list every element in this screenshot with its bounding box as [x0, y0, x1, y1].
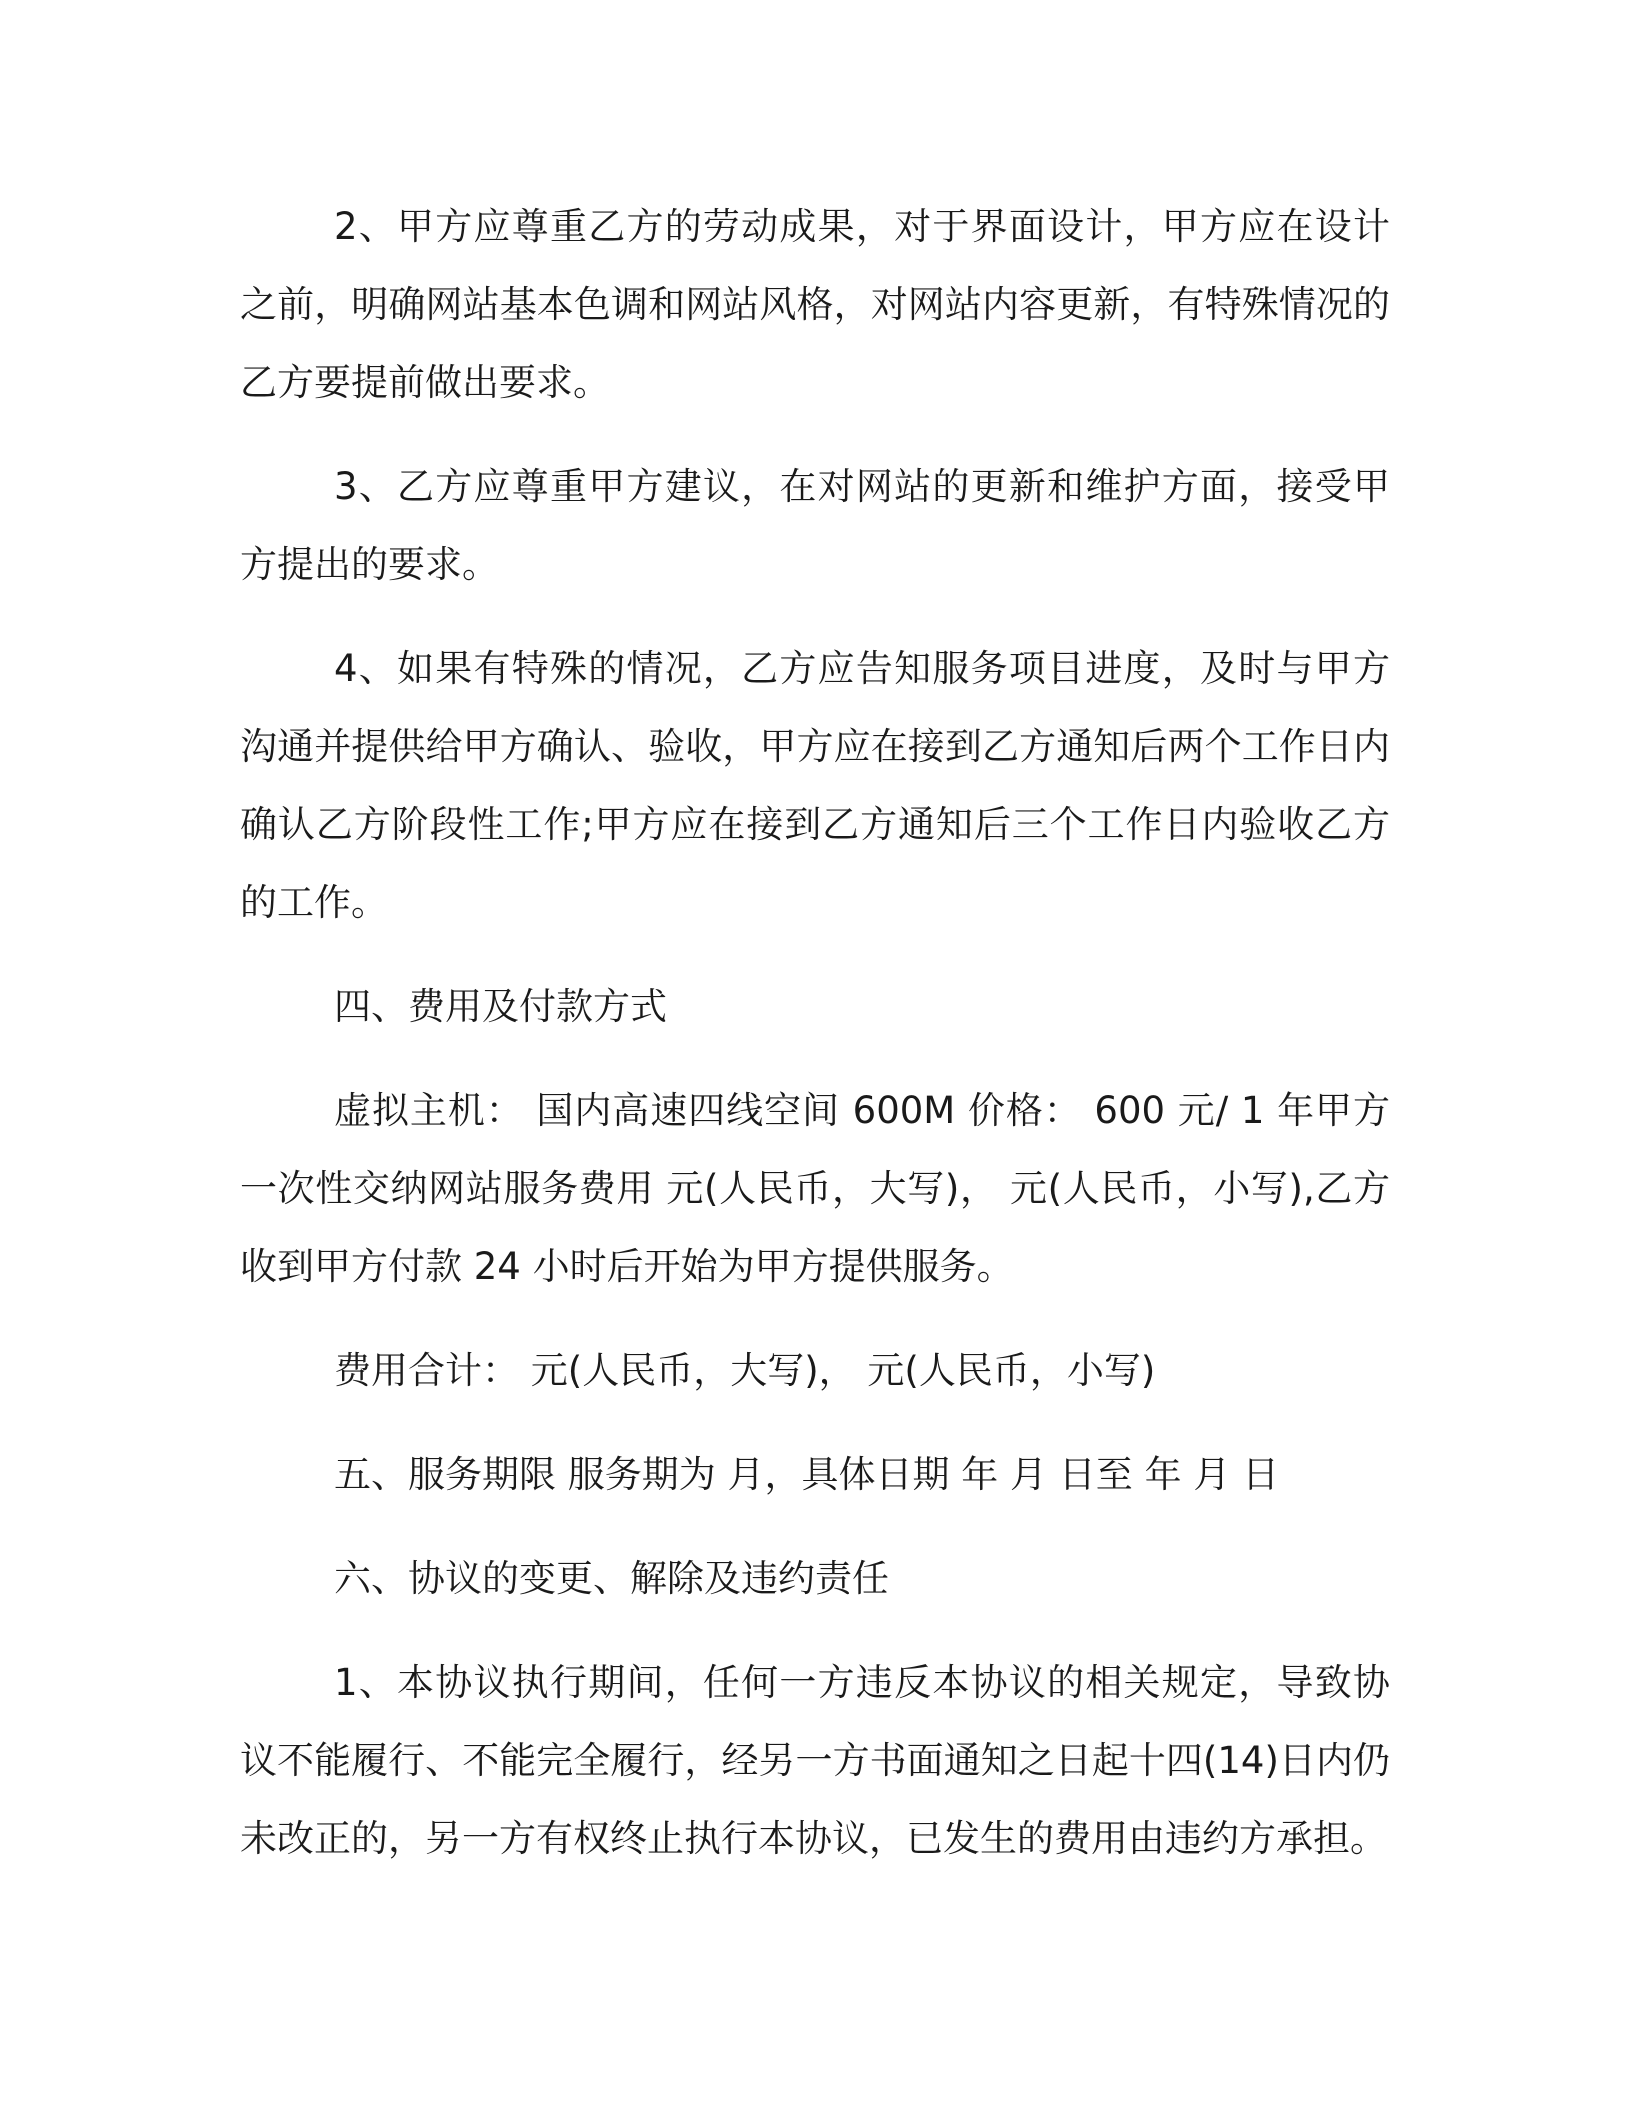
section-4-heading: 四、费用及付款方式 — [334, 985, 667, 1028]
virtual-host-paragraph: 虚拟主机： 国内高速四线空间 600M 价格： 600 元/ 1 年甲方一次性交纳网站服务费用 元(人民币，大写)， 元(人民币，小写),乙方收到甲方付款 24 小时后开始为甲方提供服务。 — [240, 1089, 1390, 1288]
clause-2-paragraph: 2、甲方应尊重乙方的劳动成果，对于界面设计，甲方应在设计之前，明确网站基本色调和网站风格，对网站内容更新，有特殊情况的乙方要提前做出要求。 — [240, 205, 1390, 404]
section-6-heading: 六、协议的变更、解除及违约责任 — [334, 1557, 889, 1600]
fee-total-paragraph: 费用合计： 元(人民币，大写)， 元(人民币，小写) — [334, 1349, 1156, 1392]
clause-4-paragraph: 4、如果有特殊的情况，乙方应告知服务项目进度，及时与甲方沟通并提供给甲方确认、验收，甲方应在接到乙方通知后两个工作日内确认乙方阶段性工作;甲方应在接到乙方通知后三个工作日内验收乙方的工作。 — [240, 647, 1390, 924]
section-6-clause-1-paragraph: 1、本协议执行期间，任何一方违反本协议的相关规定，导致协议不能履行、不能完全履行，经另一方书面通知之日起十四(14)日内仍未改正的，另一方有权终止执行本协议，已发生的费用由违约方承担。 — [240, 1661, 1390, 1860]
clause-3-paragraph: 3、乙方应尊重甲方建议，在对网站的更新和维护方面，接受甲方提出的要求。 — [240, 465, 1390, 586]
document-body — [240, 188, 1390, 1904]
section-5-service-term: 五、服务期限 服务期为 月，具体日期 年 月 日至 年 月 日 — [334, 1453, 1280, 1496]
